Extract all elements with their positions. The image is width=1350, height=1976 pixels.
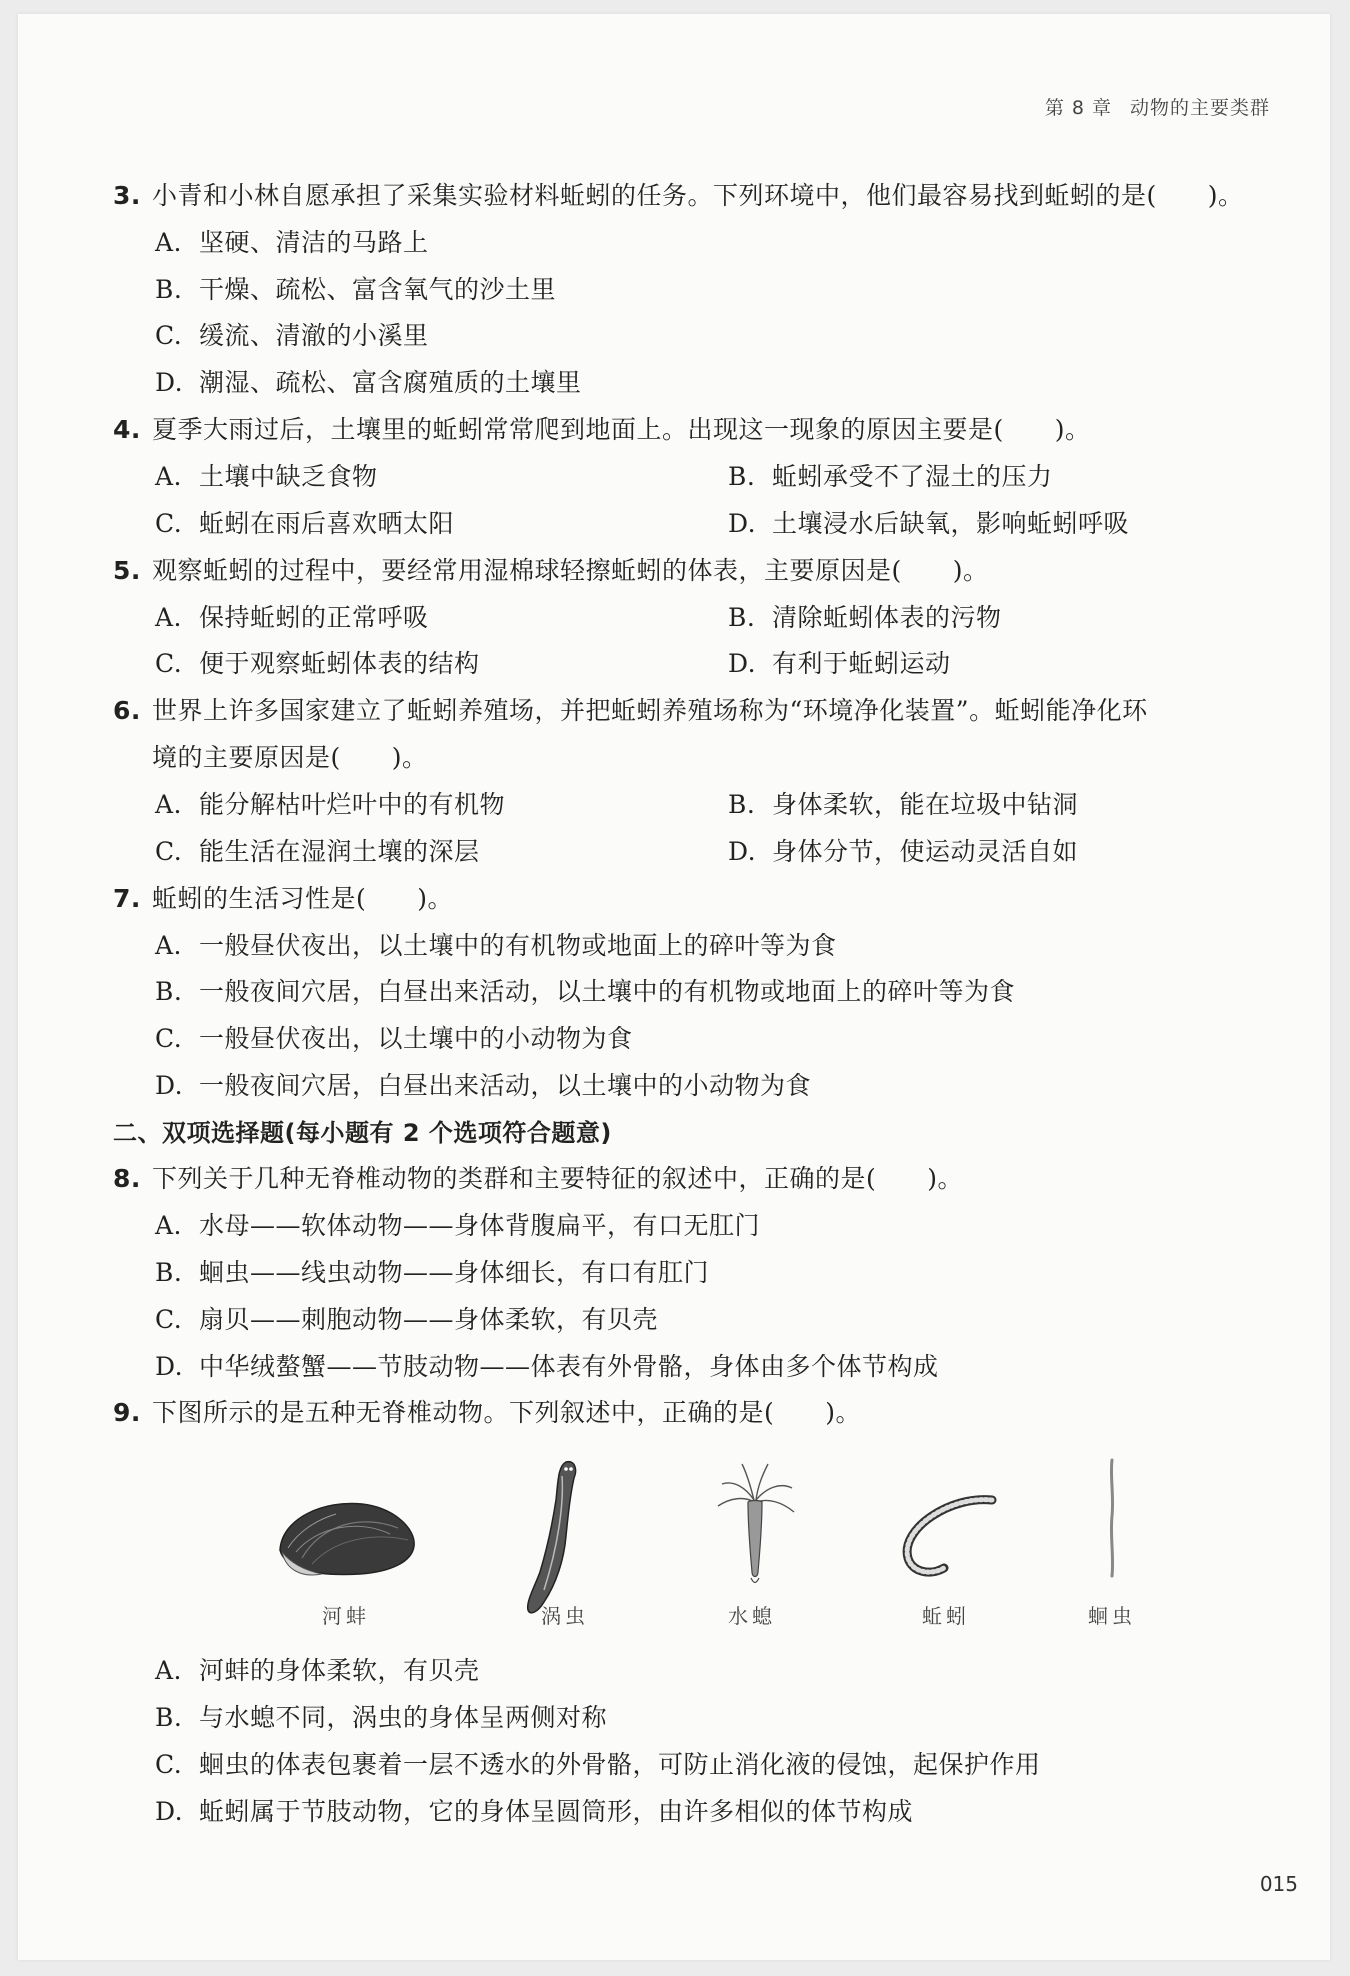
question-text: 蚯蚓的生活习性是( )。	[152, 884, 454, 913]
option-text: 身体分节，使运动灵活自如	[772, 837, 1079, 866]
figure-caption-clam: 河蚌	[322, 1604, 370, 1628]
question-9-option-d	[155, 1797, 913, 1827]
option-text: 土壤浸水后缺氧，影响蚯蚓呼吸	[772, 509, 1130, 538]
option-label: D.	[728, 509, 757, 538]
question-7-option-d	[155, 1071, 811, 1101]
option-text: 与水螅不同，涡虫的身体呈两侧对称	[199, 1703, 608, 1732]
option-label: D.	[728, 837, 757, 866]
question-3-option-c	[155, 321, 429, 351]
option-label: C.	[155, 1024, 183, 1053]
question-6-option-a	[155, 790, 505, 820]
option-label: A.	[155, 603, 183, 632]
option-label: C.	[155, 1305, 183, 1334]
option-label: C.	[155, 649, 183, 678]
question-number: 6.	[113, 696, 141, 725]
option-text: 河蚌的身体柔软，有贝壳	[199, 1656, 480, 1685]
question-5-option-b	[728, 603, 1002, 633]
option-text: 有利于蚯蚓运动	[772, 649, 951, 678]
question-9-stem	[113, 1398, 861, 1428]
option-text: 清除蚯蚓体表的污物	[772, 603, 1002, 632]
question-text: 世界上许多国家建立了蚯蚓养殖场，并把蚯蚓养殖场称为“环境净化装置”。蚯蚓能净化环	[152, 696, 1148, 725]
question-4-option-a	[155, 462, 378, 492]
question-7-option-a	[155, 931, 837, 961]
question-6-option-c	[155, 837, 480, 867]
option-text: 保持蚯蚓的正常呼吸	[199, 603, 429, 632]
question-6-stem-continued	[152, 743, 428, 773]
question-3-option-b	[155, 275, 556, 305]
option-label: C.	[155, 837, 183, 866]
option-text: 潮湿、疏松、富含腐殖质的土壤里	[199, 368, 582, 397]
option-text: 蛔虫——线虫动物——身体细长，有口有肛门	[199, 1258, 710, 1287]
question-text: 夏季大雨过后，土壤里的蚯蚓常常爬到地面上。出现这一现象的原因主要是( )。	[152, 415, 1091, 444]
option-text: 一般夜间穴居，白昼出来活动，以土壤中的有机物或地面上的碎叶等为食	[199, 977, 1016, 1006]
question-number: 5.	[113, 556, 141, 585]
option-text: 水母——软体动物——身体背腹扁平，有口无肛门	[199, 1211, 761, 1240]
option-text: 土壤中缺乏食物	[199, 462, 378, 491]
question-7-option-c	[155, 1024, 633, 1054]
option-label: B.	[728, 790, 756, 819]
question-9-option-b	[155, 1703, 607, 1733]
option-label: A.	[155, 790, 183, 819]
question-number: 7.	[113, 884, 141, 913]
option-label: A.	[155, 228, 183, 257]
question-number: 8.	[113, 1164, 141, 1193]
option-text: 扇贝——刺胞动物——身体柔软，有贝壳	[199, 1305, 659, 1334]
question-8-option-d	[155, 1352, 939, 1382]
option-label: C.	[155, 509, 183, 538]
question-5-stem	[113, 556, 989, 586]
question-4-option-b	[728, 462, 1053, 492]
earthworm-illustration	[892, 1488, 1002, 1583]
option-label: B.	[728, 603, 756, 632]
option-label: B.	[155, 1258, 183, 1287]
option-label: B.	[155, 1703, 183, 1732]
figure-caption-earthworm: 蚯蚓	[922, 1604, 970, 1628]
option-text: 蛔虫的体表包裹着一层不透水的外骨骼，可防止消化液的侵蚀，起保护作用	[199, 1750, 1041, 1779]
option-label: D.	[728, 649, 757, 678]
question-number: 9.	[113, 1398, 141, 1427]
option-label: D.	[155, 368, 184, 397]
option-label: D.	[155, 1797, 184, 1826]
question-5-option-d	[728, 649, 951, 679]
clam-illustration	[272, 1488, 422, 1588]
question-4-stem	[113, 415, 1091, 445]
option-label: B.	[155, 977, 183, 1006]
running-header	[1045, 93, 1270, 120]
option-label: C.	[155, 1750, 183, 1779]
figure-caption-hydra: 水螅	[728, 1604, 776, 1628]
question-text: 观察蚯蚓的过程中，要经常用湿棉球轻擦蚯蚓的体表，主要原因是( )。	[152, 556, 989, 585]
question-6-stem	[113, 696, 1148, 726]
option-text: 缓流、清澈的小溪里	[199, 321, 429, 350]
chapter-number: 第 8 章	[1044, 97, 1112, 119]
option-label: A.	[155, 1656, 183, 1685]
planarian-illustration	[522, 1456, 592, 1621]
hydra-illustration	[710, 1460, 800, 1585]
question-text: 小青和小林自愿承担了采集实验材料蚯蚓的任务。下列环境中，他们最容易找到蚯蚓的是( )。	[152, 181, 1244, 210]
question-9-option-a	[155, 1656, 480, 1686]
option-label: B.	[728, 462, 756, 491]
question-5-option-c	[155, 649, 480, 679]
question-3-option-a	[155, 228, 429, 258]
option-text: 一般昼伏夜出，以土壤中的小动物为食	[199, 1024, 633, 1053]
question-9-option-c	[155, 1750, 1041, 1780]
chapter-title: 动物的主要类群	[1129, 97, 1270, 119]
question-4-option-d	[728, 509, 1129, 539]
option-label: D.	[155, 1352, 184, 1381]
question-8-option-c	[155, 1305, 658, 1335]
option-text: 一般昼伏夜出，以土壤中的有机物或地面上的碎叶等为食	[199, 931, 837, 960]
option-text: 能分解枯叶烂叶中的有机物	[199, 790, 506, 819]
question-number: 4.	[113, 415, 141, 444]
question-text: 下列关于几种无脊椎动物的类群和主要特征的叙述中，正确的是( )。	[152, 1164, 964, 1193]
option-text: 蚯蚓在雨后喜欢晒太阳	[199, 509, 455, 538]
option-label: C.	[155, 321, 183, 350]
option-text: 坚硬、清洁的马路上	[199, 228, 429, 257]
question-4-option-c	[155, 509, 454, 539]
question-text: 境的主要原因是( )。	[152, 743, 428, 772]
question-6-option-b	[728, 790, 1078, 820]
option-label: D.	[155, 1071, 184, 1100]
question-7-stem	[113, 884, 453, 914]
option-text: 中华绒螯蟹——节肢动物——体表有外骨骼，身体由多个体节构成	[199, 1352, 939, 1381]
question-8-stem	[113, 1164, 963, 1194]
question-6-option-d	[728, 837, 1078, 867]
question-7-option-b	[155, 977, 1015, 1007]
question-3-option-d	[155, 368, 582, 398]
question-3-stem	[113, 181, 1244, 211]
question-5-option-a	[155, 603, 429, 633]
question-8-option-a	[155, 1211, 760, 1241]
roundworm-illustration	[1100, 1456, 1124, 1581]
option-text: 便于观察蚯蚓体表的结构	[199, 649, 480, 678]
option-label: A.	[155, 462, 183, 491]
question-number: 3.	[113, 181, 141, 210]
page-number: 015	[1259, 1872, 1298, 1896]
option-text: 蚯蚓承受不了湿土的压力	[772, 462, 1053, 491]
figure-caption-roundworm: 蛔虫	[1088, 1604, 1136, 1628]
option-label: A.	[155, 1211, 183, 1240]
question-8-option-b	[155, 1258, 709, 1288]
figure-caption-planarian: 涡虫	[541, 1604, 589, 1628]
option-label: A.	[155, 931, 183, 960]
question-text: 下图所示的是五种无脊椎动物。下列叙述中，正确的是( )。	[152, 1398, 862, 1427]
option-text: 一般夜间穴居，白昼出来活动，以土壤中的小动物为食	[199, 1071, 812, 1100]
option-text: 能生活在湿润土壤的深层	[199, 837, 480, 866]
option-text: 蚯蚓属于节肢动物，它的身体呈圆筒形，由许多相似的体节构成	[199, 1797, 914, 1826]
section-heading: 二、双项选择题(每小题有 2 个选项符合题意)	[113, 1119, 612, 1147]
option-label: B.	[155, 275, 183, 304]
option-text: 身体柔软，能在垃圾中钻洞	[772, 790, 1079, 819]
option-text: 干燥、疏松、富含氧气的沙土里	[199, 275, 557, 304]
